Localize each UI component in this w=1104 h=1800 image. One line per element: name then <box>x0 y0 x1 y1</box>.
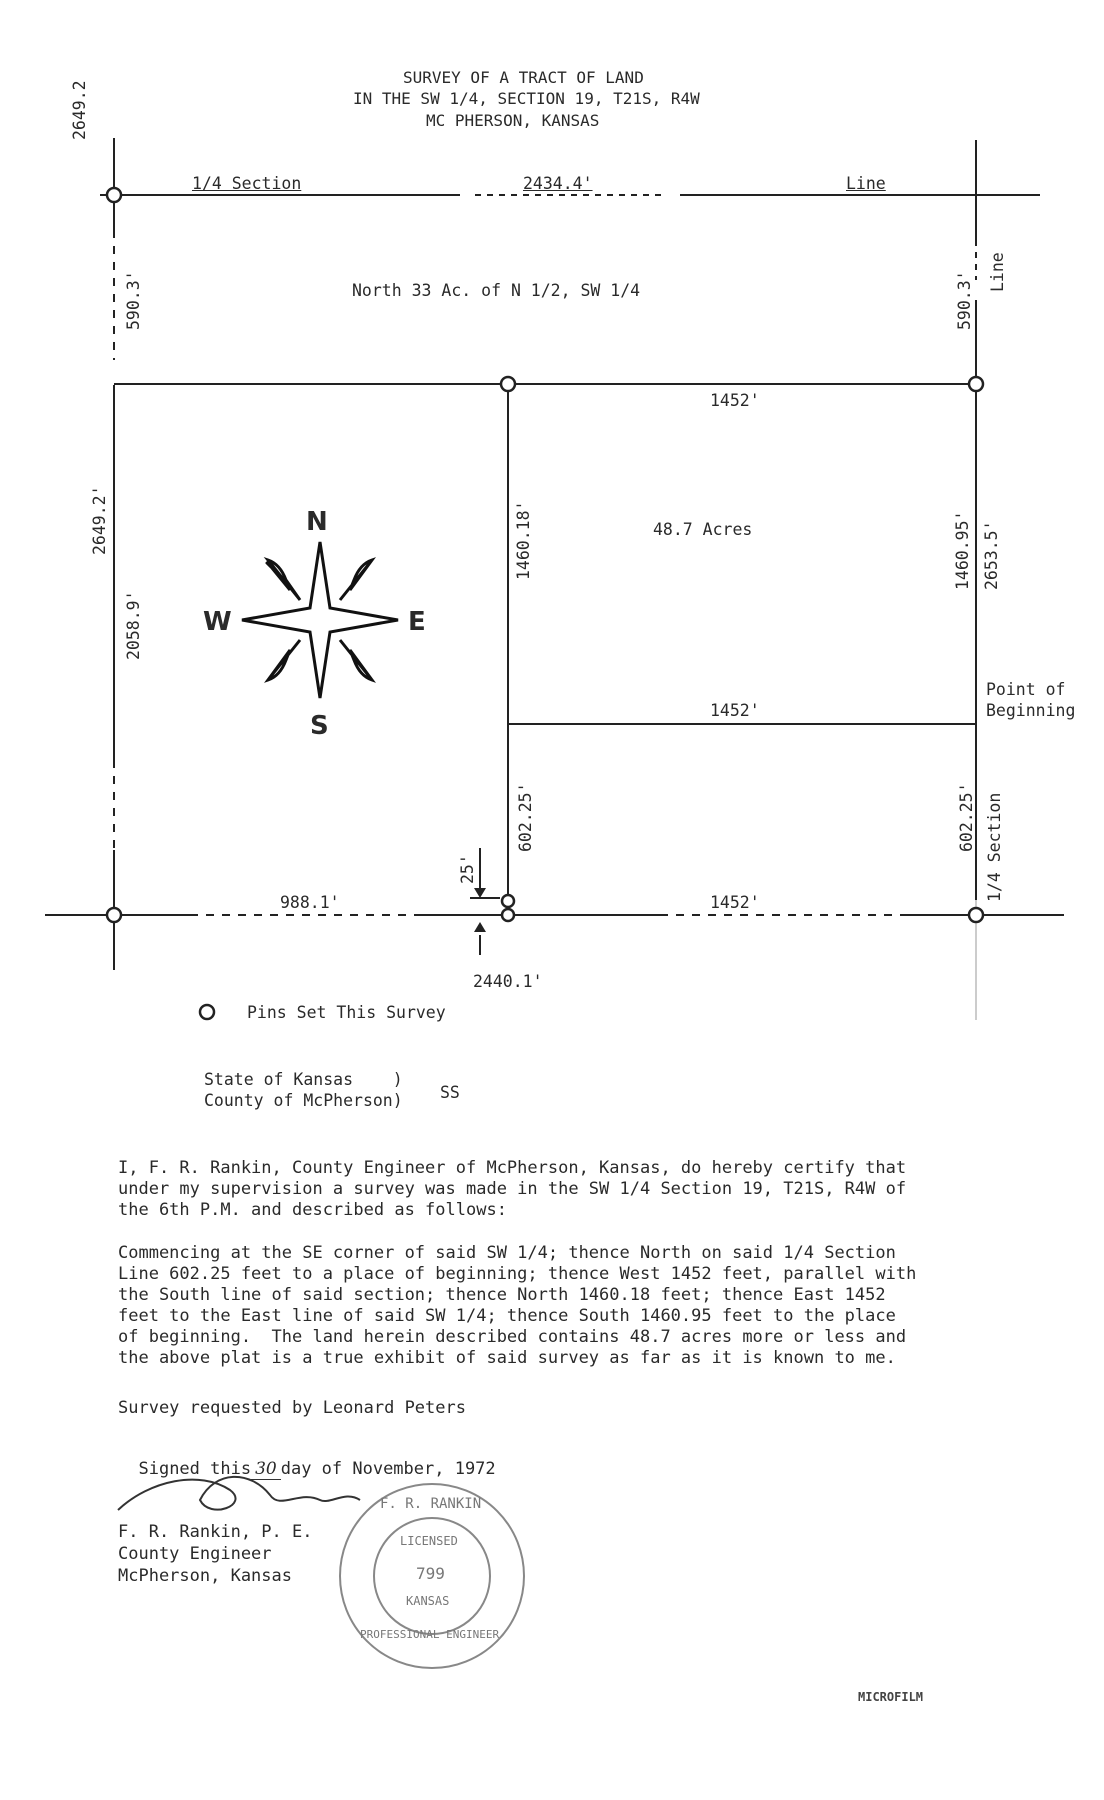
offset-25: 25' <box>458 854 477 884</box>
signed-line <box>118 1438 496 1480</box>
microfilm-stamp: MICROFILM <box>858 1690 924 1704</box>
signatory-name: F. R. Rankin, P. E. <box>118 1522 313 1542</box>
seal-licensed: LICENSED <box>400 1534 458 1548</box>
seal-bottom: PROFESSIONAL ENGINEER <box>360 1628 500 1641</box>
bottom-left-dim: 988.1' <box>280 893 340 912</box>
compass-s: S <box>310 711 329 741</box>
left-mid-dim: 2649.2' <box>90 485 109 555</box>
compass-n: N <box>306 507 328 537</box>
signatory-place: McPherson, Kansas <box>118 1566 292 1586</box>
signed-suffix: day of November, 1972 <box>280 1459 496 1479</box>
top-line-label-right: Line <box>846 174 886 193</box>
right-line-label: Line <box>988 252 1007 292</box>
line-1452-c: 1452' <box>710 893 760 912</box>
signatory-title: County Engineer <box>118 1544 272 1564</box>
left-upper-dim: 590.3' <box>124 270 143 330</box>
tract-area: 48.7 Acres <box>653 520 753 539</box>
signed-prefix: Signed this <box>138 1459 252 1479</box>
quarter-section-label: 1/4 Section <box>985 792 1004 902</box>
point-of-beginning: Point of Beginning <box>986 680 1076 720</box>
title-line-3: MC PHERSON, KANSAS <box>426 111 600 130</box>
east-line-dim: 1460.95' <box>953 510 972 590</box>
pin-sw <box>107 908 121 922</box>
east-offset-dim: 602.25' <box>957 782 976 852</box>
venue-county: County of McPherson) <box>204 1091 403 1110</box>
signed-day: 30 <box>251 1459 281 1480</box>
top-line-label-left: 1/4 Section <box>192 174 302 193</box>
pin-south-b <box>502 909 514 921</box>
venue-state: State of Kansas ) <box>204 1070 403 1089</box>
right-upper-dim: 590.3' <box>955 270 974 330</box>
pin-south-a <box>502 895 514 907</box>
left-lower-dim: 2058.9' <box>124 590 143 660</box>
left-top-dim: 2649.2 <box>70 80 89 140</box>
compass-e: E <box>408 607 426 637</box>
pin-tract-ne <box>969 377 983 391</box>
south-offset-dim: 602.25' <box>516 782 535 852</box>
legal-description: Commencing at the SE corner of said SW 1/4; thence North on said 1/4 Section Line 602.25 feet to a place of beginning; thence West 1452 feet, parallel with the South line of said section; thence North 1460.18 feet; thence East 1452 feet to the East line of said SW 1/4; thence South 1460.95 feet to the place of beginning. The land herein described contains 48.7 acres more or less and the above plat is a true exhibit of said survey as far as it is known to me. <box>118 1243 917 1368</box>
compass-rose <box>242 542 398 698</box>
venue-ss: SS <box>440 1083 460 1102</box>
pin-nw <box>107 188 121 202</box>
pin-se <box>969 908 983 922</box>
pin-tract-nw <box>501 377 515 391</box>
compass-w: W <box>203 607 232 637</box>
title-line-2: IN THE SW 1/4, SECTION 19, T21S, R4W <box>353 89 700 108</box>
top-line-label-mid: 2434.4' <box>523 174 593 193</box>
line-1452-b: 1452' <box>710 701 760 720</box>
west-line-dim: 1460.18' <box>514 500 533 580</box>
legend-label: Pins Set This Survey <box>247 1003 446 1022</box>
survey-requested: Survey requested by Leonard Peters <box>118 1398 466 1418</box>
title-line-1: SURVEY OF A TRACT OF LAND <box>403 68 644 87</box>
line-1452-a: 1452' <box>710 391 760 410</box>
east-total-dim: 2653.5' <box>982 520 1001 590</box>
seal-number: 799 <box>416 1564 445 1583</box>
bottom-total-dim: 2440.1' <box>473 972 543 991</box>
certification-text: I, F. R. Rankin, County Engineer of McPherson, Kansas, do hereby certify that under my supervision a survey was made in the SW 1/4 Section 19, T21S, R4W of the 6th P.M. and described as follows: <box>118 1158 907 1220</box>
seal-state: KANSAS <box>406 1594 450 1608</box>
north-tract-label: North 33 Ac. of N 1/2, SW 1/4 <box>352 281 641 300</box>
seal-top: F. R. RANKIN <box>380 1496 482 1512</box>
signature <box>118 1477 360 1510</box>
legend-pin <box>200 1005 214 1019</box>
